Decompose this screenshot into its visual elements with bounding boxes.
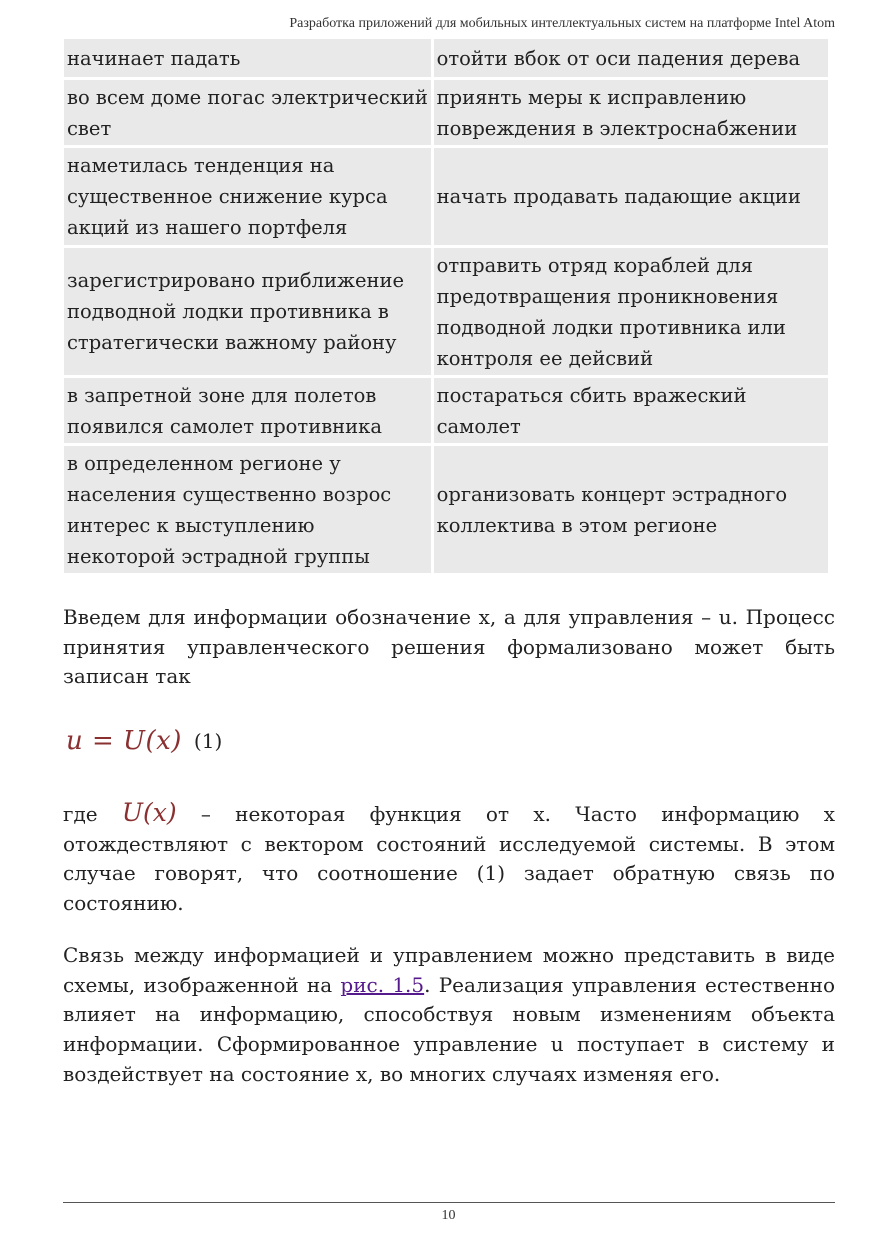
situation-action-table bbox=[61, 36, 831, 576]
formula-expression: u = U(x) bbox=[66, 726, 182, 756]
running-header: Разработка приложений для мобильных интеллектуальных систем на платформе Intel Atom bbox=[289, 16, 835, 31]
table-cell-action: постараться сбить вражеский самолет bbox=[434, 378, 828, 443]
table-cell-situation: во всем доме погас электрический свет bbox=[64, 80, 431, 145]
table-row bbox=[64, 446, 828, 573]
table-cell-situation: наметилась тенденция на существенное снижение курса акций из нашего портфеля bbox=[64, 148, 431, 245]
formula-number: (1) bbox=[193, 729, 223, 753]
paragraph-text-after-link: . Реализация управления естественно влияет на информацию, способствуя новым изменениям объекта информации. Сформированное управление u поступает в систему и воздействует на состояние x, во многих случаях изменяя его. bbox=[63, 972, 835, 1086]
table-cell-action: приянть меры к исправлению повреждения в электроснабжении bbox=[434, 80, 828, 145]
page-number: 10 bbox=[441, 1208, 456, 1223]
paragraph-notation: Введем для информации обозначение x, а для управления – u. Процесс принятия управленческого решения формализовано может быть записан так bbox=[63, 605, 835, 689]
figure-link[interactable]: рис. 1.5 bbox=[340, 972, 425, 997]
paragraph-text-before-link: Связь между информацией и управлением можно представить в виде схемы, изображенной на bbox=[63, 943, 835, 997]
table-cell-situation: начинает падать bbox=[64, 39, 431, 77]
table-row bbox=[64, 378, 828, 443]
paragraph-scheme bbox=[63, 941, 835, 1090]
paragraph-text: – некоторая функция от x. Часто информацию x отождествляют с вектором состояний исследуемой системы. В этом случае говорят, что соотношение (1) задает обратную связь по состоянию. bbox=[63, 802, 835, 916]
table-cell-action: отправить отряд кораблей для предотвращения проникновения подводной лодки противника или контроля ее дейсвий bbox=[434, 248, 828, 375]
table-cell-situation: зарегистрировано приближение подводной лодки противника в стратегически важному району bbox=[64, 248, 431, 375]
table-row bbox=[64, 148, 828, 245]
paragraph-lead: где bbox=[63, 802, 98, 826]
formula-block bbox=[66, 721, 222, 761]
paragraph-feedback bbox=[63, 798, 835, 919]
table-row bbox=[64, 248, 828, 375]
table-cell-situation: в определенном регионе у населения существенно возрос интерес к выступлению некоторой эстрадной группы bbox=[64, 446, 431, 573]
inline-formula: U(x) bbox=[121, 798, 177, 827]
table-row bbox=[64, 80, 828, 145]
table-cell-action: организовать концерт эстрадного коллектива в этом регионе bbox=[434, 446, 828, 573]
footer-divider bbox=[63, 1202, 835, 1203]
table-row bbox=[64, 39, 828, 77]
table-cell-situation: в запретной зоне для полетов появился самолет противника bbox=[64, 378, 431, 443]
table-cell-action: начать продавать падающие акции bbox=[434, 148, 828, 245]
table-cell-action: отойти вбок от оси падения дерева bbox=[434, 39, 828, 77]
